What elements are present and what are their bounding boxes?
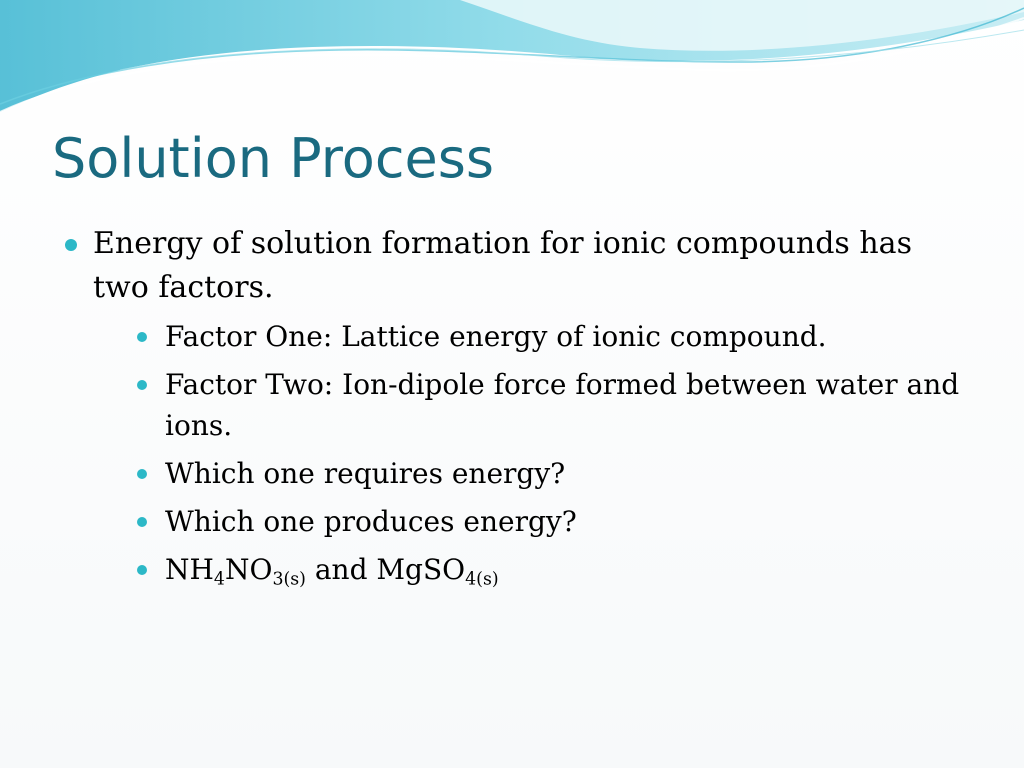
slide-title: Solution Process xyxy=(52,127,494,190)
bullet-list xyxy=(62,222,962,590)
formula-subscript: 4 xyxy=(213,569,225,590)
sub-bullet-dot-icon xyxy=(137,332,147,342)
sub-bullet-dot-icon xyxy=(137,469,147,479)
formula-conjunction: and xyxy=(305,553,377,586)
sub-bullet-dot-icon xyxy=(137,565,147,575)
sub-bullet-text: Factor One: Lattice energy of ionic compound. xyxy=(165,320,827,353)
chemical-formula xyxy=(134,549,962,590)
sub-bullet-text: Factor Two: Ion-dipole force formed between water and ions. xyxy=(165,368,960,442)
header-wave-decoration xyxy=(0,0,1024,120)
sub-bullet-item xyxy=(93,501,962,542)
slide-content xyxy=(62,222,962,597)
sub-bullet-dot-icon xyxy=(137,517,147,527)
sub-bullet-text: Which one requires energy? xyxy=(165,457,566,490)
formula-no: NO xyxy=(224,553,273,586)
sub-bullet-dot-icon xyxy=(137,380,147,390)
formula-subscript: 4(s) xyxy=(465,569,499,590)
sub-bullet-item xyxy=(93,453,962,494)
formula-mgso: MgSO xyxy=(376,553,466,586)
bullet-dot-icon xyxy=(65,239,77,251)
sub-bullet-item-formula xyxy=(93,549,962,590)
sub-bullet-item xyxy=(93,316,962,357)
bullet-text: Energy of solution formation for ionic compounds has two factors. xyxy=(93,226,912,305)
formula-nh: NH xyxy=(165,553,214,586)
sub-bullet-text: Which one produces energy? xyxy=(165,505,577,538)
sub-bullet-list xyxy=(93,316,962,590)
bullet-item xyxy=(62,222,962,590)
formula-subscript: 3(s) xyxy=(272,569,306,590)
sub-bullet-item xyxy=(93,364,962,446)
